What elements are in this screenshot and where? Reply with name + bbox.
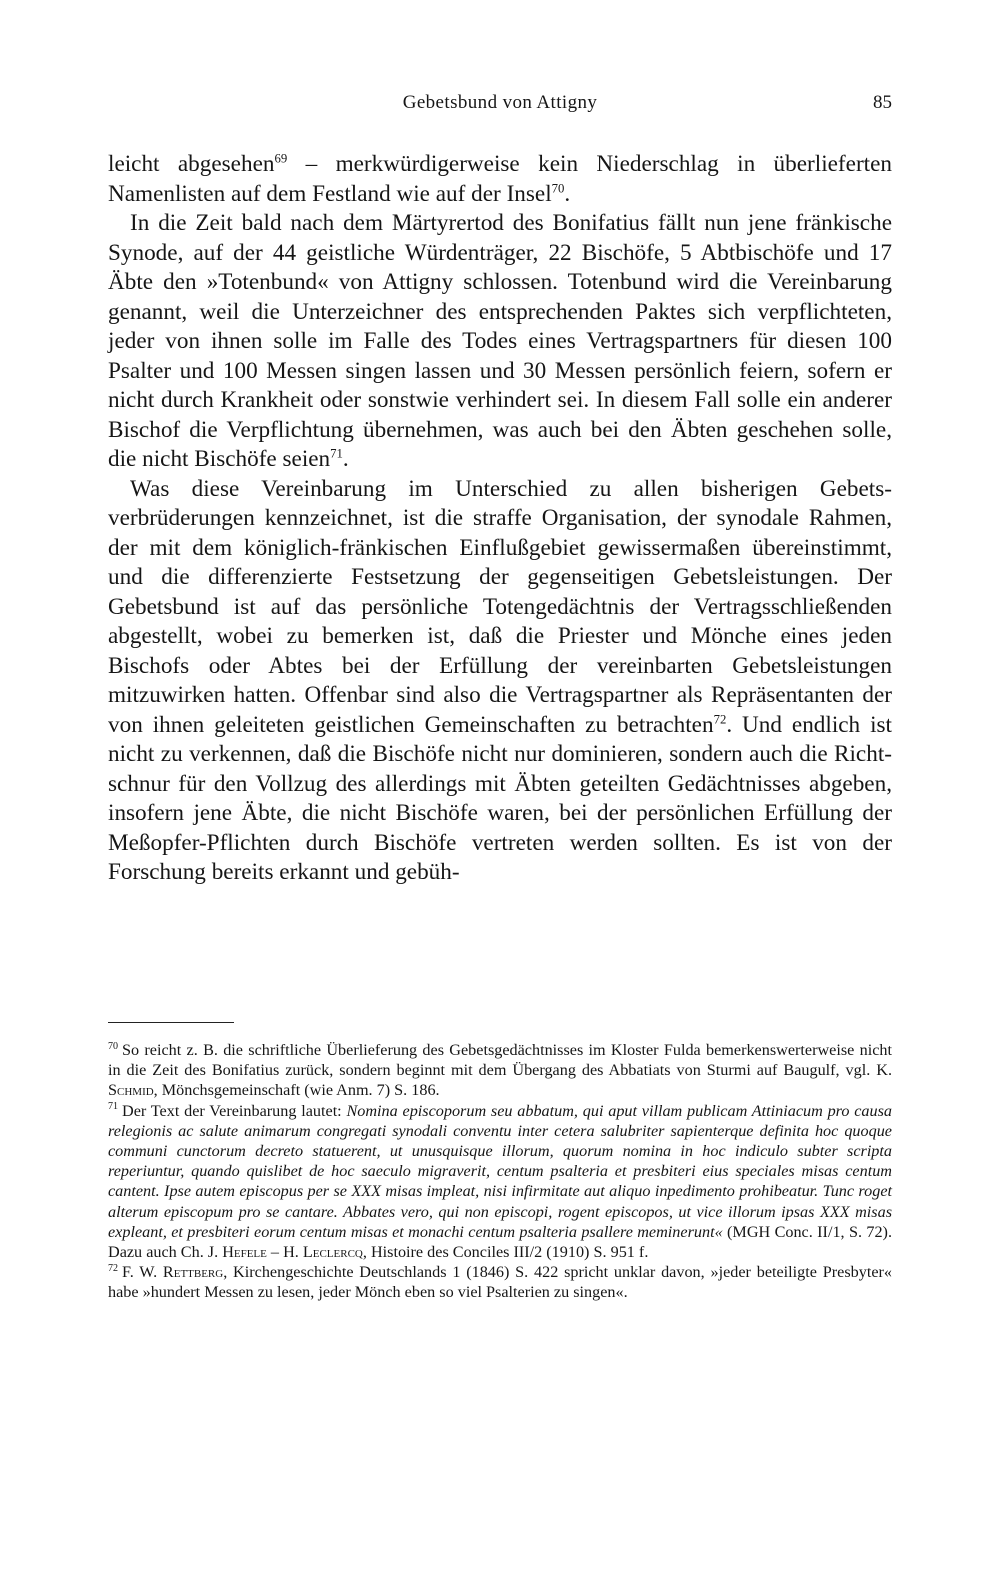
latin-quote: Nomina episcoporum seu abbatum, qui aput villam publicam Attiniacum pro causa relegionis ac salute animarum congregati synodali conventu inter cetera salubriter sapienterque definita hoc quoque communi cunctorum decreto statuerent, ut unusquisque illorum, quorum nomina in hoc indiculo subter scripta reperiuntur, quando quislibet de hoc saeculo migraverit, centum psalteria et presbiteri eius speciales misas centum cantent. Ipse autem episcopus per se XXX misas impleat, nisi infirmitate aut aliquo inpedimento prohibeatur. Tunc roget alterum episcopum pro se cantare. Abbates vero, qui non episcopi, rogent episcopos, ut vice illorum ipsas XXX misas expleant, et presbiteri eorum centum misas et monachi centum psalteria psallere meminerunt« [108, 1101, 893, 1241]
footnote-71: $^{71}$ Der Text der Vereinbarung lautet: Nomina episcoporum seu abbatum, qui aput villam publicam Attiniacum pro causa relegionis ac salute animarum congregati synodali conventu inter cetera salubriter sapienterque definita hoc quoque communi cunctorum decreto statuerent, ut unusquisque illorum, quorum nomina in hoc indiculo subter scripta reperiuntur, quando quislibet de hoc saeculo migraverit, centum psalteria et presbiteri eius speciales misas centum cantent. Ipse autem episcopus per se XXX misas impleat, nisi infirmitate aut aliquo inpedimento prohibeatur. Tunc roget alterum episcopum pro se cantare. Abbates vero, qui non episcopi, rogent episcopos, ut vice illorum ipsas XXX misas expleant, et presbiteri eorum centum misas et monachi centum psalteria psallere meminerunt« (MGH Conc. II/1, S. 72). Dazu auch Ch. J. Hefele – H. Leclercq, Histoire des Conciles III/2 (1910) S. 951 f. [108, 1101, 893, 1262]
footnotes [108, 1040, 892, 1303]
paragraph-2: In die Zeit bald nach dem Märtyrertod des Bonifatius fällt nun jene fränkische Synode, auf der 44 geistliche Würdenträger, 22 Bischöfe, 5 Abtbischöfe und 17 Äbte den »Totenbund« von Attigny schlossen. Totenbund wird die Vereinbarung genannt, weil die Unterzeichner des entsprechenden Paktes sich verpflichteten, jeder von ihnen solle im Falle des Todes eines Vertragspartners für diesen 100 Psalter und 100 Messen singen lassen und 30 Messen persönlich feiern, sofern er nicht durch Krankheit oder sonstwie verhindert sei. In diesem Fall solle ein anderer Bischof die Verpflichtung übernehmen, was auch bei den Äbten geschehen solle, die nicht Bischöfe seien$^{71}$. [108, 210, 892, 472]
footnote-mark: 70 [108, 1040, 119, 1052]
author-name: Schmid [108, 1081, 154, 1100]
page-number: 85 [873, 92, 892, 113]
footnote-70: $^{70}$ So reicht z. B. die schriftliche Überlieferung des Gebetsgedächtnisses im Kloster Fulda bemerkenswerterweise nicht in die Zeit des Bonifatius zurück, sondern beginnt mit dem Übergang des Abbatiats von Sturmi auf Baugulf, vgl. K. Schmid, Mönchsgemeinschaft (wie Anm. 7) S. 186. [108, 1040, 892, 1100]
running-head [108, 92, 892, 120]
footnote-mark: 71 [108, 1101, 119, 1113]
footnote-ref-69: 69 [274, 151, 288, 166]
footnote-ref-71: 71 [330, 446, 343, 461]
author-name: Hefele [222, 1243, 267, 1262]
author-name: Leclercq [302, 1243, 363, 1262]
footnote-ref-72: 72 [713, 711, 727, 726]
paragraph-3: Was diese Vereinbarung im Unterschied zu allen bisherigen Gebetsverbrüderungen kennzeichnet, ist die straffe Organisation, der synodale Rahmen, der mit dem königlich-fränkischen Einflußgebiet gewissermaßen übereinstimmt, und die differenzierte Festsetzung der gegenseitigen Gebetsleistungen. Der Gebetsbund ist auf das persönliche Totengedächtnis der Vertragsschließenden abgestellt, wobei zu bemerken ist, daß die Priester und Mönche eines jeden Bischofs oder Abtes bei der Erfüllung der vereinbarten Gebetsleistungen mitzuwirken hatten. Offenbar sind also die Vertragspartner als Repräsentanten der von ihnen geleiteten geistlichen Gemeinschaften zu betrachten$^{72}$. Und endlich ist nicht zu verkennen, daß die Bischöfe nicht nur dominieren, sondern auch die Richtschnur für den Vollzug des allerdings mit Äbten geteilten Gedächtnisses abgeben, insofern jene Äbte, die nicht Bischöfe waren, bei der persönlichen Erfüllung der Meßopfer-Pflichten durch Bischöfe vertreten werden sollten. Es ist von der Forschung bereits erkannt und gebüh- [108, 475, 892, 885]
main-text [108, 150, 892, 888]
footnote-divider [108, 1022, 234, 1023]
running-title: Gebetsbund von Attigny [402, 92, 598, 113]
footnote-mark: 72 [108, 1262, 119, 1274]
author-name: Rettberg [162, 1263, 224, 1282]
footnote-ref-70: 70 [551, 180, 565, 195]
paragraph-1: leicht abgesehen$^{69}$ – merkwürdigerweise kein Niederschlag in überlieferten Namenlisten auf dem Festland wie auf der Insel$^{70}$. [108, 151, 892, 207]
footnote-72: $^{72}$ F. W. Rettberg, Kirchengeschichte Deutschlands 1 (1846) S. 422 spricht unklar davon, »jeder beteiligte Presbyter« habe »hundert Messen zu lesen, jeder Mönch eben so viel Psalterien zu singen«. [108, 1262, 892, 1302]
